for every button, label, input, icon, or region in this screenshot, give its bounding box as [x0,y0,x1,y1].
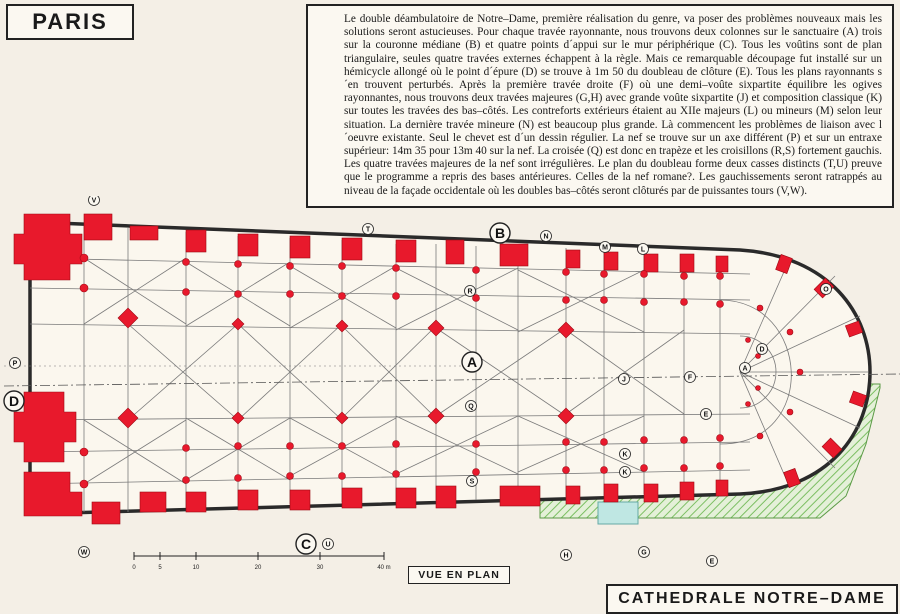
svg-text:W: W [80,549,88,557]
svg-text:E: E [709,558,715,566]
svg-text:K: K [622,469,628,477]
svg-text:D: D [759,346,765,354]
svg-text:U: U [325,541,331,549]
svg-text:K: K [622,451,628,459]
small-label-14 [620,449,631,460]
svg-text:P: P [12,360,18,368]
svg-text:H: H [563,552,569,560]
svg-text:E: E [703,411,709,419]
city-title [6,4,134,40]
small-label-13 [466,401,477,412]
scale-tick-5: 40 m [377,565,391,571]
small-label-16 [467,476,478,487]
cathedral-title: CATHEDRALE NOTRE–DAME [618,590,886,607]
svg-text:R: R [467,288,473,296]
svg-text:A: A [742,365,748,373]
scale-bar [134,552,384,560]
cyan-area [598,502,638,524]
scale-tick-1: 5 [158,565,162,571]
small-label-20 [639,547,650,558]
small-label-19 [561,550,572,561]
svg-text:S: S [469,478,475,486]
view-label-box [408,566,510,584]
small-label-8 [757,344,768,355]
small-label-6 [821,284,832,295]
scale-tick-2: 10 [192,565,200,571]
svg-text:O: O [823,286,829,294]
small-label-11 [685,372,696,383]
small-label-2 [541,231,552,242]
svg-text:L: L [640,246,646,254]
city-label: PARIS [32,9,108,34]
svg-text:G: G [641,549,647,557]
small-label-9 [740,363,751,374]
svg-text:Q: Q [468,403,474,411]
svg-text:B: B [494,225,506,242]
svg-text:J: J [622,376,626,384]
small-label-21 [707,556,718,567]
small-label-5 [465,286,476,297]
svg-text:T: T [365,226,371,234]
svg-text:D: D [8,393,20,410]
small-label-1 [363,224,374,235]
svg-text:A: A [466,354,478,371]
scale-tick-4: 30 [316,565,324,571]
svg-text:C: C [300,536,312,553]
big-label-0 [462,352,482,372]
small-label-4 [638,244,649,255]
small-label-3 [600,242,611,253]
small-label-12 [701,409,712,420]
big-label-3 [4,391,24,411]
cathedral-title-box [606,584,898,614]
big-label-1 [490,223,510,243]
small-label-7 [10,358,21,369]
small-label-10 [619,374,630,385]
svg-text:N: N [543,233,549,241]
view-label: VUE EN PLAN [418,569,500,581]
small-label-17 [79,547,90,558]
small-label-15 [620,467,631,478]
description-text: Le double déambulatoire de Notre–Dame, première réalisation du genre, va poser des problèmes nouveaux mais les solutions seront astucieuses. Pour chaque travée rayonnante, nous trouvons deux colonnes sur le sanctuaire (A) trois sur la couronne médiane (B) et quatre points d´appui sur le mur périphérique (C). Tous les voûtins sont de plan triangulaire, seules quatre travées externes échappent à la règle. Mais ce remarquable découpage fut installé sur un hémicycle allongé où le point d´épure (D) se trouve à 1m 50 du doubleau de clôture (E). Tous les plans rayonnants s´en trouvent perturbés. Après la première travée droite (F) où une demi–voûte sixpartite équilibre les ogives rayonnantes, nous trouvons deux travées majeures (G,H) avec grande voûte sixpartite (J) et composition classique (K) sur toutes les travées des bas–côtés. Les contreforts extérieurs étaient au XIIe majeurs (L) ou mineurs (M) selon leur situation. La dernière travée mineure (N) est beaucoup plus grande. Là commencent les problèmes de liaison avec l´oeuvre existante. Seul le chevet est d´un dessin régulier. La nef se trouve sur un axe différent (P) et sur un entraxe supérieur: 14m 35 pour 13m 40 sur la nef. La croisée (Q) est donc en trapèze et les croisillons (R,S) fortement gauchis. Les quatre travées majeures de la nef sont irrégulières. Le plan du doubleau forme deux casses distincts (T,U) preuve que le programme a repris des bases antérieures. Celles de la nef romane?. Les gauchissements seront ratrappés au niveau de la façade occidentale où les doubles bas–côtés seront clôturés par de puissantes tours (V,W). [344,13,882,197]
svg-text:V: V [91,197,97,205]
small-label-0 [89,196,100,206]
small-label-18 [323,539,334,550]
description-panel [306,4,894,208]
svg-text:M: M [602,244,608,252]
big-label-2 [296,534,316,554]
svg-text:F: F [687,374,693,382]
scale-tick-0: 0 [132,565,136,571]
floor-plan [0,196,900,586]
scale-tick-3: 20 [254,565,262,571]
